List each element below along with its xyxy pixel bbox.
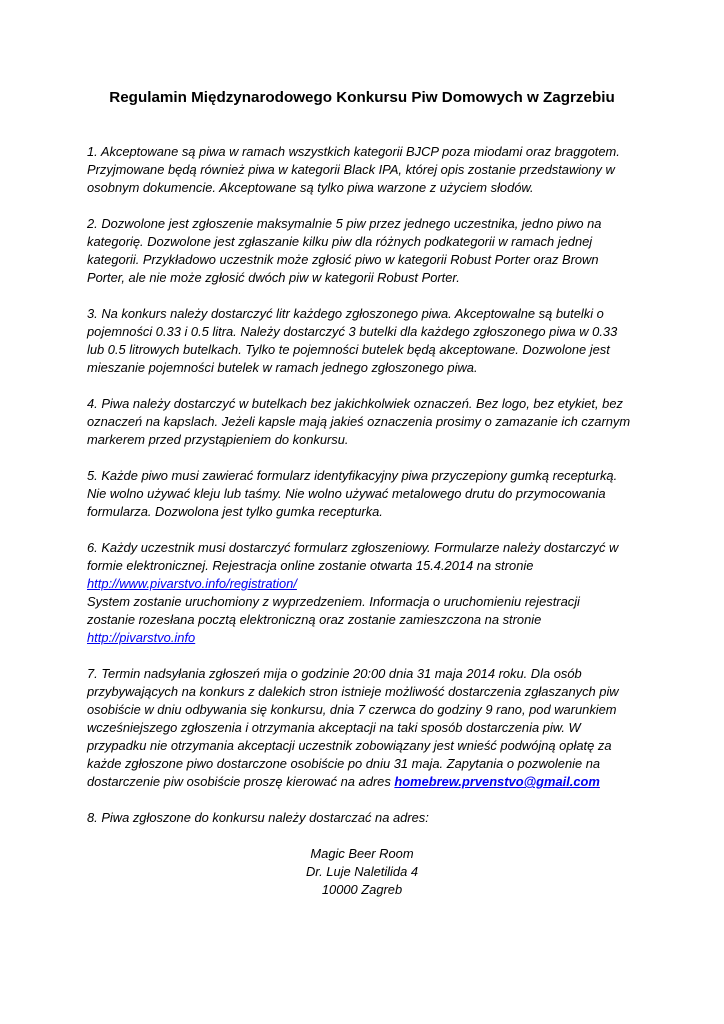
paragraph-line: przypadku nie otrzymania akceptacji uczestnik zobowiązany jest wnieść podwójną opłatę za — [87, 738, 612, 753]
paragraph-line: Przyjmowane będą również piwa w kategorii Black IPA, której opis zostanie przedstawiony w — [87, 162, 615, 177]
paragraph-6 — [87, 539, 647, 647]
address-city: 10000 Zagreb — [321, 882, 403, 897]
paragraph-line: Nie wolno używać kleju lub taśmy. Nie wolno używać metalowego drutu do przymocowania — [87, 486, 606, 501]
paragraph-line: 8. Piwa zgłoszone do konkursu należy dostarczać na adres: — [87, 810, 429, 825]
paragraph-line: osobiście w dniu odbywania się konkursu, dnia 7 czerwca do godziny 9 rano, pod warunkiem — [87, 702, 617, 717]
paragraph-line: markerem przed przystąpieniem do konkursu. — [87, 432, 349, 447]
paragraph-line: zostanie rozesłana pocztą elektroniczną oraz zostanie zamieszczona na stronie — [87, 612, 542, 627]
paragraph-3 — [87, 305, 647, 377]
email-line — [87, 773, 647, 791]
paragraph-line: Porter, ale nie może zgłosić dwóch piw w kategorii Robust Porter. — [87, 270, 460, 285]
paragraph-8 — [87, 809, 647, 827]
delivery-address — [87, 845, 637, 899]
paragraph-line: formie elektronicznej. Rejestracja online zostanie otwarta 15.4.2014 na stronie — [87, 558, 534, 573]
email-line-prefix: dostarczenie piw osobiście proszę kierować na adres — [87, 774, 395, 789]
website-link-line — [87, 629, 647, 647]
paragraph-line: formularza. Dozwolona jest tylko gumka recepturka. — [87, 504, 383, 519]
registration-link[interactable]: http://www.pivarstvo.info/registration/ — [87, 576, 297, 591]
paragraph-line: 4. Piwa należy dostarczyć w butelkach bez jakichkolwiek oznaczeń. Bez logo, bez etykiet, bez — [87, 396, 623, 411]
website-link[interactable]: http://pivarstvo.info — [87, 630, 196, 645]
paragraph-line: wcześniejszego zgłoszenia i otrzymania akceptacji na taki sposób dostarczenia piw. W — [87, 720, 581, 735]
paragraph-1 — [87, 143, 647, 197]
paragraph-4 — [87, 395, 647, 449]
address-name: Magic Beer Room — [310, 846, 414, 861]
paragraph-line: lub 0.5 litrowych butelkach. Tylko te pojemności butelek będą akceptowane. Dozwolone jest — [87, 342, 610, 357]
email-link[interactable]: homebrew.prvenstvo@gmail.com — [394, 774, 600, 789]
paragraph-line: kategorii. Przykładowo uczestnik może zgłosić piwo w kategorii Robust Porter oraz Brown — [87, 252, 599, 267]
paragraph-line: 2. Dozwolone jest zgłoszenie maksymalnie 5 piw przez jednego uczestnika, jedno piwo na — [87, 216, 602, 231]
paragraph-line: 6. Każdy uczestnik musi dostarczyć formularz zgłoszeniowy. Formularze należy dostarczyć w — [87, 540, 619, 555]
document-title: Regulamin Międzynarodowego Konkursu Piw Domowych w Zagrzebiu — [109, 89, 615, 106]
paragraph-5 — [87, 467, 647, 521]
paragraph-2 — [87, 215, 647, 287]
registration-link-line — [87, 575, 647, 593]
paragraph-line: oznaczeń na kapslach. Jeżeli kapsle mają jakieś oznaczenia prosimy o zamazanie ich czarnym — [87, 414, 631, 429]
paragraph-line: kategorię. Dozwolone jest zgłaszanie kilku piw dla różnych podkategorii w ramach jednej — [87, 234, 593, 249]
document-body — [87, 143, 647, 899]
paragraph-line: mieszanie pojemności butelek w ramach jednego zgłoszonego piwa. — [87, 360, 478, 375]
paragraph-line: 7. Termin nadsyłania zgłoszeń mija o godzinie 20:00 dnia 31 maja 2014 roku. Dla osób — [87, 666, 582, 681]
paragraph-line: 5. Każde piwo musi zawierać formularz identyfikacyjny piwa przyczepiony gumką recepturką. — [87, 468, 618, 483]
paragraph-line: każde zgłoszone piwo dostarczone osobiście po dniu 31 maja. Zapytania o pozwolenie na — [87, 756, 601, 771]
paragraph-line: 3. Na konkurs należy dostarczyć litr każdego zgłoszonego piwa. Akceptowalne są butelki o — [87, 306, 604, 321]
paragraph-line: pojemności 0.33 i 0.5 litra. Należy dostarczyć 3 butelki dla każdego zgłoszonego piwa w 0.33 — [87, 324, 618, 339]
paragraph-7 — [87, 665, 647, 791]
paragraph-line: przybywających na konkurs z dalekich stron istnieje możliwość dostarczenia zgłaszanych piw — [87, 684, 619, 699]
paragraph-line: System zostanie uruchomiony z wyprzedzeniem. Informacja o uruchomieniu rejestracji — [87, 594, 580, 609]
address-street: Dr. Luje Naletilida 4 — [305, 864, 418, 879]
paragraph-line: osobnym dokumencie. Akceptowane są tylko piwa warzone z użyciem słodów. — [87, 180, 534, 195]
paragraph-line: 1. Akceptowane są piwa w ramach wszystkich kategorii BJCP poza miodami oraz braggotem. — [87, 144, 620, 159]
